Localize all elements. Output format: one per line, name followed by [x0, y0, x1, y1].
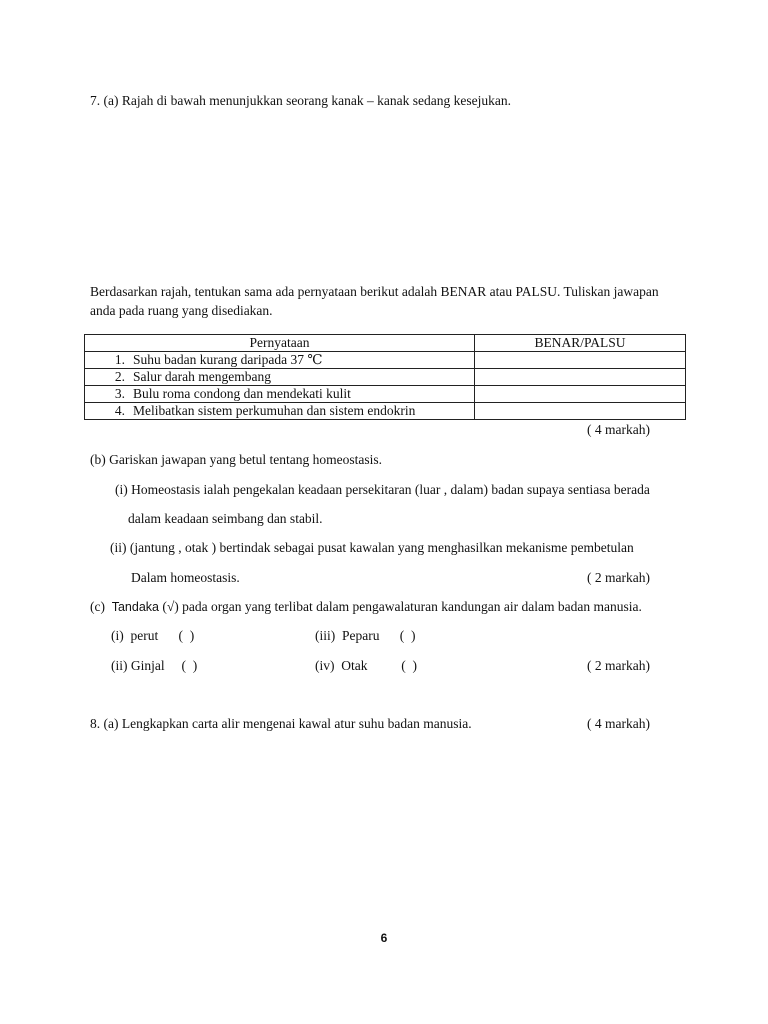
page-number: 6 — [380, 931, 388, 945]
statement-cell — [85, 403, 475, 420]
instructions-line-1: Berdasarkan rajah, tentukan sama ada pernyataan berikut adalah BENAR atau PALSU. Tuliskan jawapan — [90, 284, 659, 299]
instructions-line-2: anda pada ruang yang disediakan. — [90, 303, 273, 318]
statement-cell — [85, 352, 475, 369]
question-8a-marks: ( 4 markah) — [587, 716, 650, 731]
question-7c-label: (c) — [90, 599, 105, 614]
statement-cell — [85, 386, 475, 403]
statement-text: Melibatkan sistem perkumuhan dan sistem endokrin — [133, 403, 416, 418]
question-7c-marks: ( 2 markah) — [587, 658, 650, 673]
question-7b-i-line-2: dalam keadaan seimbang dan stabil. — [128, 511, 323, 526]
question-7c-keyword: Tandaka — [111, 600, 159, 614]
row-number: 1. — [114, 352, 125, 367]
statement-cell — [85, 369, 475, 386]
table-row — [85, 403, 686, 420]
question-7b-ii-line-1: (ii) (jantung , otak ) bertindak sebagai pusat kawalan yang menghasilkan mekanisme pembetulan — [110, 540, 634, 555]
question-7a-marks: ( 4 markah) — [587, 422, 650, 437]
header-statement: Pernyataan — [85, 335, 475, 352]
table-header-row — [85, 335, 686, 352]
row-number: 4. — [114, 403, 125, 418]
row-number: 3. — [114, 386, 125, 401]
question-7b-intro: (b) Gariskan jawapan yang betul tentang homeostasis. — [90, 452, 383, 467]
table-row — [85, 386, 686, 403]
answer-cell[interactable] — [475, 352, 686, 369]
table-row — [85, 369, 686, 386]
question-7b-ii-line-2: Dalam homeostasis. — [131, 570, 240, 585]
option-i-perut[interactable]: (i) perut ( ) — [111, 628, 195, 643]
option-iv-otak[interactable]: (iv) Otak ( ) — [315, 658, 417, 673]
header-true-false: BENAR/PALSU — [475, 335, 686, 352]
answer-cell[interactable] — [475, 386, 686, 403]
question-7b-i-line-1: (i) Homeostasis ialah pengekalan keadaan persekitaran (luar , dalam) badan supaya sentiasa berada — [115, 482, 650, 497]
question-7b-marks: ( 2 markah) — [587, 570, 650, 585]
option-iii-peparu[interactable]: (iii) Peparu ( ) — [315, 628, 416, 643]
question-7c-intro — [90, 599, 642, 615]
row-number: 2. — [114, 369, 125, 384]
statement-text: Bulu roma condong dan mendekati kulit — [133, 386, 351, 401]
question-7c-text: (√) pada organ yang terlibat dalam pengawalaturan kandungan air dalam badan manusia. — [162, 599, 642, 614]
question-7a-intro: 7. (a) Rajah di bawah menunjukkan seorang kanak – kanak sedang kesejukan. — [90, 93, 511, 108]
option-ii-ginjal[interactable]: (ii) Ginjal ( ) — [111, 658, 198, 673]
question-8a-intro: 8. (a) Lengkapkan carta alir mengenai kawal atur suhu badan manusia. — [90, 716, 472, 731]
table-row — [85, 352, 686, 369]
answer-cell[interactable] — [475, 403, 686, 420]
statement-table — [84, 334, 686, 420]
answer-cell[interactable] — [475, 369, 686, 386]
statement-text: Suhu badan kurang daripada 37 ℃ — [133, 352, 323, 367]
statement-text: Salur darah mengembang — [133, 369, 271, 384]
